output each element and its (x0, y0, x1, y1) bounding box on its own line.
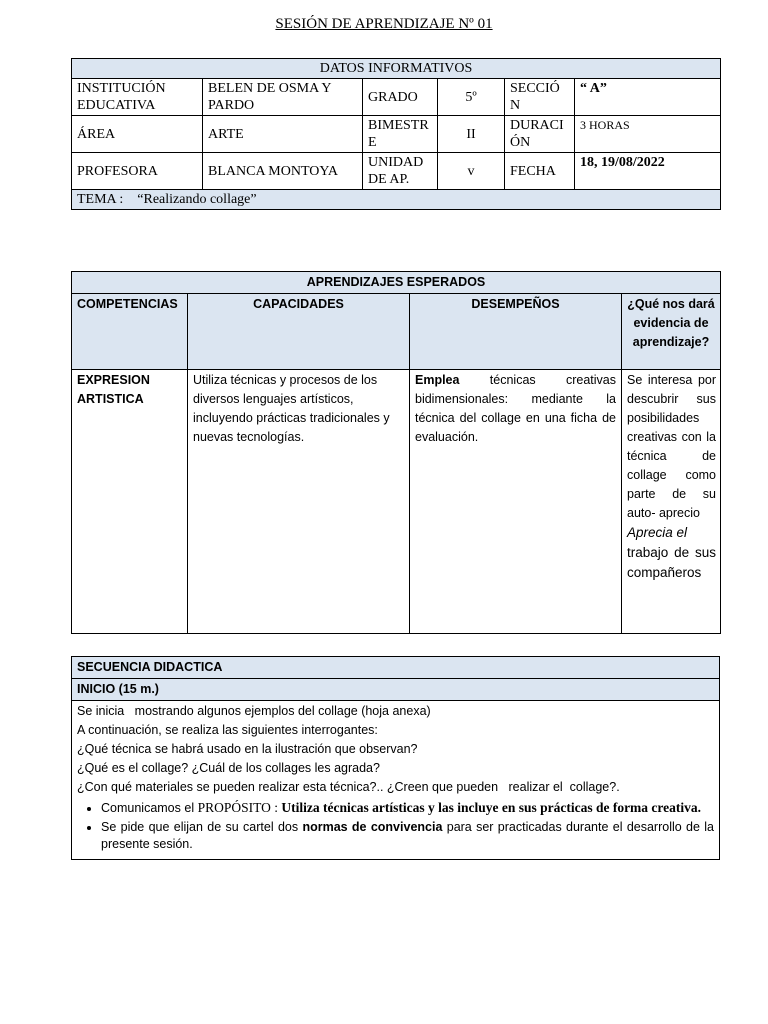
seccion-label: SECCIÓN (505, 79, 575, 116)
inicio-line: Se inicia mostrando algunos ejemplos del collage (hoja anexa) (77, 704, 431, 718)
bullet-text: Comunicamos el (101, 801, 198, 815)
evidencia-cell (622, 370, 721, 634)
bimestre-value: II (438, 116, 505, 153)
tema-row: TEMA : “Realizando collage” (72, 190, 721, 210)
datos-informativos-table (71, 58, 721, 210)
secuencia-header: SECUENCIA DIDACTICA (72, 657, 720, 679)
inicio-body (72, 701, 720, 860)
profesora-value: BLANCA MONTOYA (203, 153, 363, 190)
duracion-value: 3 HORAS (575, 116, 721, 153)
inicio-bullets (77, 799, 714, 853)
evidencia-text: Se interesa por descubrir sus posibilidades creativas con la técnica de collage como parte de su auto- aprecio (627, 373, 717, 520)
normas-text: normas de convivencia (302, 820, 443, 834)
grado-value: 5º (438, 79, 505, 116)
desempeno-verb: Emplea (415, 373, 460, 387)
datos-header: DATOS INFORMATIVOS (72, 59, 721, 79)
aprendizajes-table (71, 271, 721, 634)
capacidad-cell: Utiliza técnicas y procesos de los diversos lenguajes artísticos, incluyendo prácticas tradicionales y nuevas tecnologías. (188, 370, 410, 634)
area-label: ÁREA (72, 116, 203, 153)
inicio-header: INICIO (15 m.) (72, 679, 720, 701)
fecha-value: 18, 19/08/2022 (575, 153, 721, 190)
unidad-label: UNIDAD DE AP. (363, 153, 438, 190)
fecha-label: FECHA (505, 153, 575, 190)
desempeno-cell (410, 370, 622, 634)
bullet-text: Se pide que elijan de su cartel dos (101, 820, 303, 834)
page-title: SESIÓN DE APRENDIZAJE Nº 01 (275, 16, 493, 32)
col-competencias: COMPETENCIAS (72, 294, 188, 370)
grado-label: GRADO (363, 79, 438, 116)
bullet-proposito (101, 799, 714, 817)
evidencia-trabajo: trabajo de sus compañeros (627, 545, 717, 580)
inicio-line: A continuación, se realiza las siguientes interrogantes: (77, 723, 378, 737)
unidad-value: v (438, 153, 505, 190)
competencia-cell: EXPRESION ARTISTICA (72, 370, 188, 634)
seccion-value: “ A” (575, 79, 721, 116)
duracion-label: DURACIÓN (505, 116, 575, 153)
col-desempenos: DESEMPEÑOS (410, 294, 622, 370)
institucion-label: INSTITUCIÓN EDUCATIVA (72, 79, 203, 116)
profesora-label: PROFESORA (72, 153, 203, 190)
area-value: ARTE (203, 116, 363, 153)
col-evidencia: ¿Qué nos dará evidencia de aprendizaje? (622, 294, 721, 370)
proposito-label: PROPÓSITO : (197, 800, 282, 815)
institucion-value: BELEN DE OSMA Y PARDO (203, 79, 363, 116)
desempeno-text: técnicas creativas bidimensionales: mediante la técnica del collage en una ficha de evaluación. (415, 373, 616, 444)
bullet-normas (101, 819, 714, 853)
aprendizajes-header: APRENDIZAJES ESPERADOS (72, 272, 721, 294)
evidencia-aprecia: Aprecia el (627, 525, 688, 540)
inicio-line: ¿Qué técnica se habrá usado en la ilustración que observan? (77, 742, 418, 756)
proposito-text: Utiliza técnicas artísticas y las incluye en sus prácticas de forma creativa. (281, 800, 702, 815)
inicio-line: ¿Con qué materiales se pueden realizar esta técnica?.. ¿Creen que pueden realizar el collage?. (77, 780, 620, 794)
bullet-text-end: para ser practicadas durante el desarrollo de la presente sesión. (101, 820, 714, 851)
bimestre-label: BIMESTRE (363, 116, 438, 153)
secuencia-table (71, 656, 720, 860)
inicio-line: ¿Qué es el collage? ¿Cuál de los collages les agrada? (77, 761, 380, 775)
col-capacidades: CAPACIDADES (188, 294, 410, 370)
